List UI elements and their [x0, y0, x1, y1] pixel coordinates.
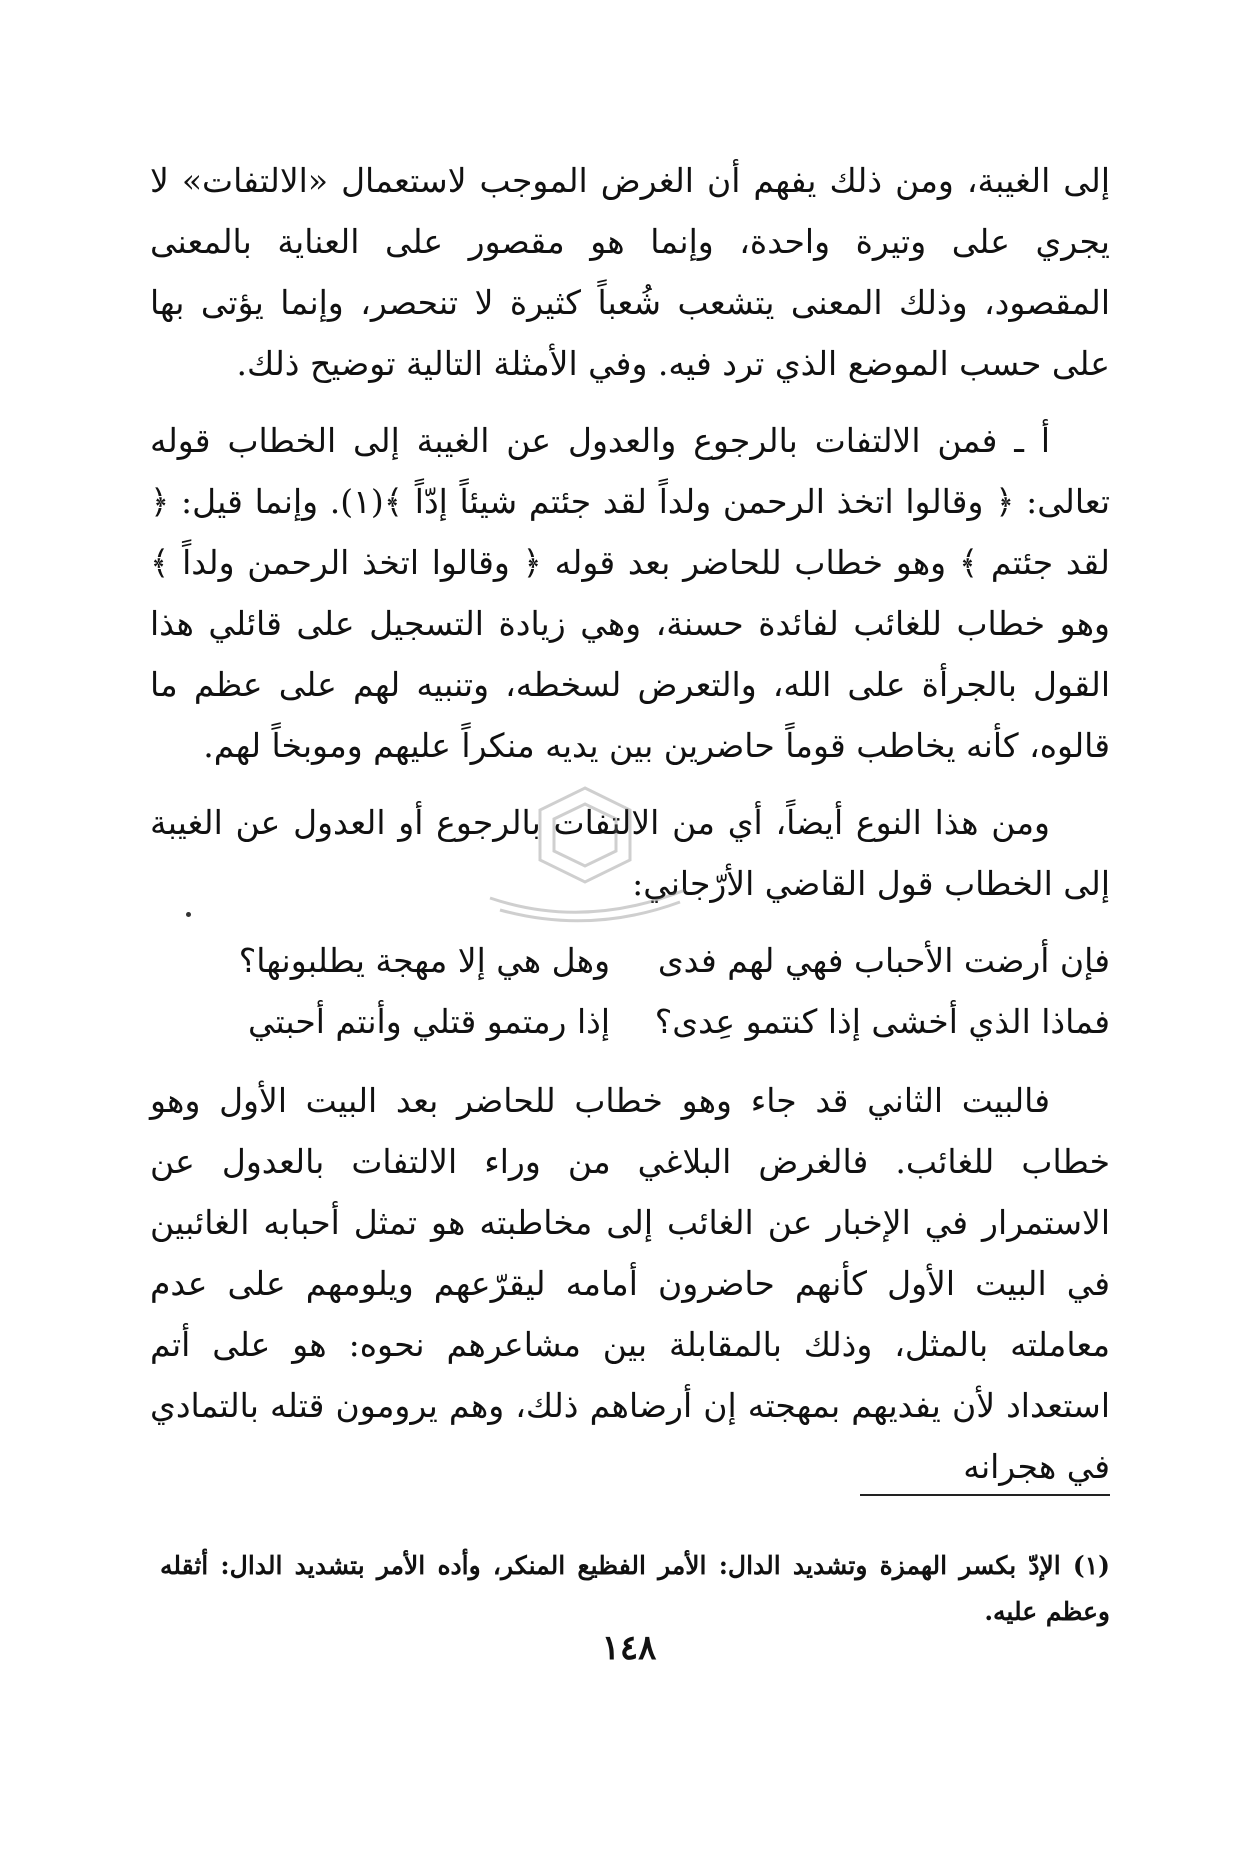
verse-1-second-hemistich: وهل هي إلا مهجة يطلبونها؟ — [238, 941, 610, 980]
verse-2-second-hemistich: إذا رمتمو قتلي وأنتم أحبتي — [247, 1002, 610, 1041]
paragraph-intro: إلى الغيبة، ومن ذلك يفهم أن الغرض الموجب لاستعمال «الالتفات» لا يجري على وتيرة واحدة، وإنما هو مقصور على العناية بالمعنى المقصود، وذلك المعنى يتشعب شُعباً كثيرة لا تنحصر، وإنما يؤتى بها على حسب الموضع الذي ترد فيه. وفي الأمثلة التالية توضيح ذلك. — [150, 161, 1110, 383]
page-number: ١٤٨ — [601, 1628, 657, 1668]
poem-verses — [150, 930, 1110, 1052]
paragraph-explanation: فالبيت الثاني قد جاء وهو خطاب للحاضر بعد البيت الأول وهو خطاب للغائب. فالغرض البلاغي من وراء الالتفات بالعدول عن الاستمرار في الإخبار عن الغائب إلى مخاطبته هو تمثل أحبابه الغائبين في البيت الأول كأنهم حاضرون أمامه ليقرّعهم ويلومهم على عدم معاملته بالمثل، وذلك بالمقابلة بين مشاعرهم نحوه: هو على أتم استعداد لأن يفديهم بمهجته إن أرضاهم ذلك، وهم يرومون قتله بالتمادي في هجرانه — [150, 1081, 1110, 1486]
paragraph-example-a: أ ـ فمن الالتفات بالرجوع والعدول عن الغيبة إلى الخطاب قوله تعالى: ﴿ وقالوا اتخذ الرحمن ولداً لقد جئتم شيئاً إدّاً ﴾(١). وإنما قيل: ﴿ لقد جئتم ﴾ وهو خطاب للحاضر بعد قوله ﴿ وقالوا اتخذ الرحمن ولداً ﴾ وهو خطاب للغائب لفائدة حسنة، وهي زيادة التسجيل على قائلي هذا القول بالجرأة على الله، والتعرض لسخطه، وتنبيه لهم على عظم ما قالوه، كأنه يخاطب قوماً حاضرين بين يديه منكراً عليهم وموبخاً لهم. — [150, 421, 1111, 765]
footnote-1: (١) الإدّ بكسر الهمزة وتشديد الدال: الأمر الفظيع المنكر، وأده الأمر بتشديد الدال: أثقله وعظم عليه. — [160, 1551, 1110, 1626]
paragraph-same-type: ومن هذا النوع أيضاً، أي من الالتفات بالرجوع أو العدول عن الغيبة إلى الخطاب قول القاضي الأرّجاني: — [150, 803, 1110, 903]
verse-2-first-hemistich: فماذا الذي أخشى إذا كنتمو عِدى؟ — [654, 1002, 1110, 1041]
verse-1-first-hemistich: فإن أرضت الأحباب فهي لهم فدى — [657, 941, 1110, 980]
footnote-divider — [860, 1494, 1110, 1496]
library-watermark-stamp — [470, 780, 700, 930]
page-speck — [186, 912, 191, 917]
